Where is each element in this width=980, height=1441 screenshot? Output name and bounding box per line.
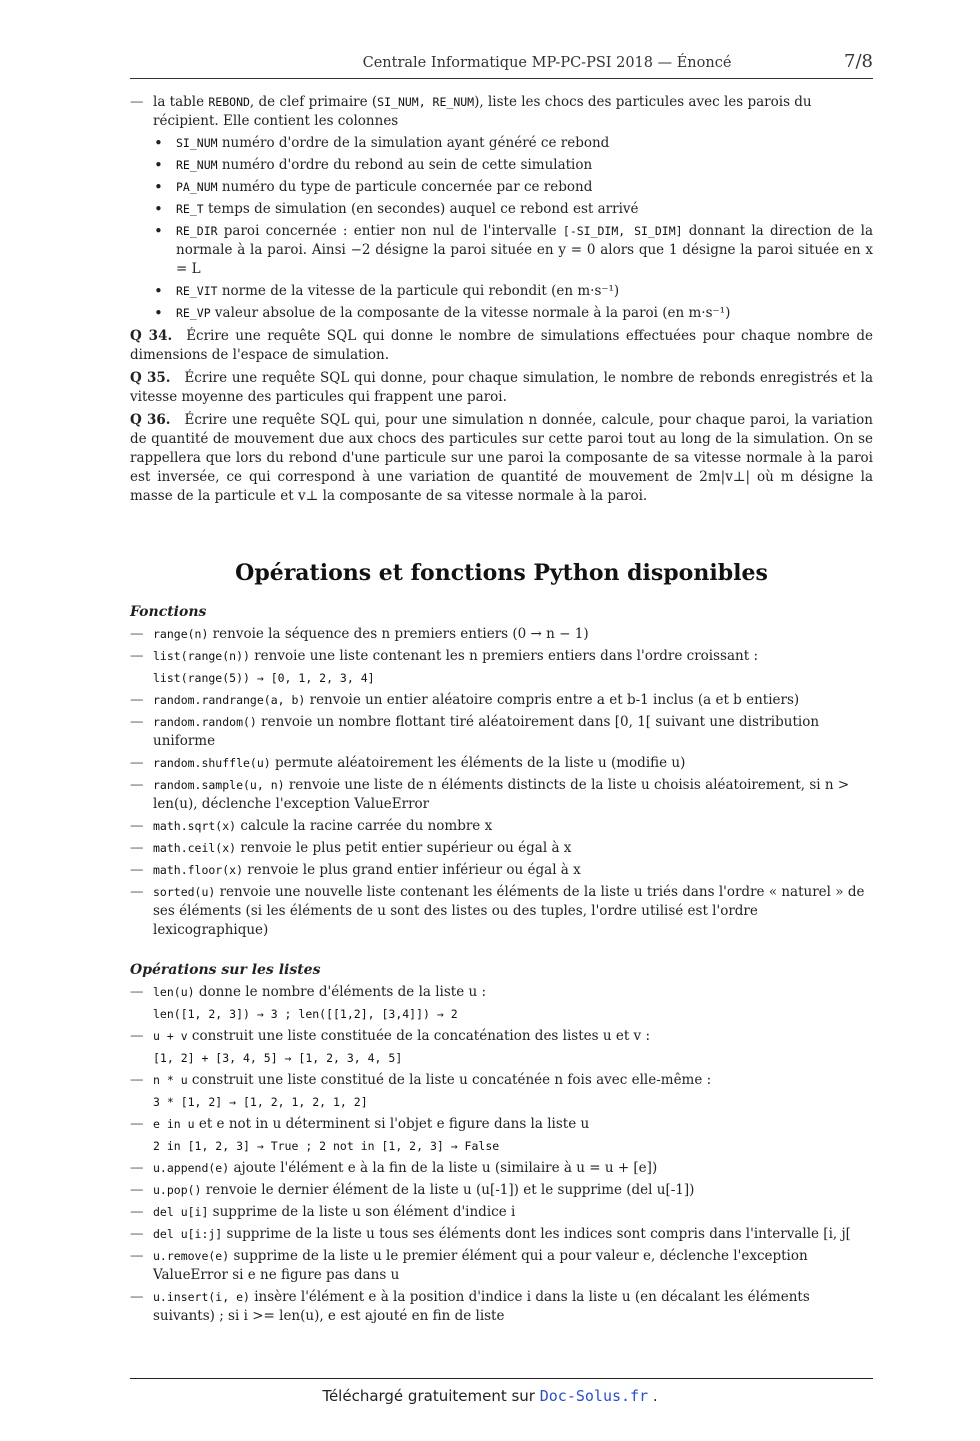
list-item: — math.sqrt(x) calcule la racine carrée du nombre x (130, 817, 873, 836)
footer-rule (130, 1378, 873, 1379)
rebond-columns-list (130, 134, 873, 323)
example-line: 2 in [1, 2, 3] → True ; 2 not in [1, 2, 3] → False (153, 1139, 500, 1153)
list-item: — u.pop() renvoie le dernier élément de la liste u (u[-1]) et le supprime (del u[-1]) (130, 1181, 873, 1200)
listes-heading: Opérations sur les listes (130, 962, 321, 978)
list-item: — random.random() renvoie un nombre flottant tiré aléatoirement dans [0, 1[ suivant une distribution uniforme (130, 713, 873, 751)
list-item: — n * u construit une liste constitué de la liste u concaténée n fois avec elle-même : (130, 1071, 873, 1090)
example-line: 3 * [1, 2] → [1, 2, 1, 2, 1, 2] (153, 1095, 368, 1109)
example-line: [1, 2] + [3, 4, 5] → [1, 2, 3, 4, 5] (153, 1051, 403, 1065)
question-36: Q 36. Écrire une requête SQL qui, pour une simulation n donnée, calcule, pour chaque paroi, la variation de quantité de mouvement due aux chocs des particules sur cette paroi tout au long de la simulation. On se rappellera que lors du rebond d'une particule sur une paroi la composante de sa vitesse normale à la paroi est inversée, ce qui correspond à une variation de quantité de mouvement de 2m|v⊥| où m désigne la masse de la particule et v⊥ la composante de sa vitesse normale à la paroi. (130, 412, 873, 504)
example-line: list(range(5)) → [0, 1, 2, 3, 4] (153, 671, 375, 685)
list-item: • RE_VP valeur absolue de la composante de la vitesse normale à la paroi (en m·s⁻¹) (152, 304, 873, 323)
question-35: Q 35. Écrire une requête SQL qui donne, pour chaque simulation, le nombre de rebonds enregistrés et la vitesse moyenne des particules qui frappent une paroi. (130, 370, 873, 405)
page-header (130, 52, 873, 79)
header-title: Centrale Informatique MP-PC-PSI 2018 — Énoncé (362, 55, 732, 71)
listes-list (130, 983, 873, 1326)
list-item: — u.insert(i, e) insère l'élément e à la position d'indice i dans la liste u (en décalant les éléments suivants) ; si i >= len(u), e est ajouté en fin de liste (130, 1288, 873, 1326)
fonctions-heading: Fonctions (130, 604, 207, 620)
list-item: — e in u et e not in u déterminent si l'objet e figure dans la liste u (130, 1115, 873, 1134)
list-item: • RE_NUM numéro d'ordre du rebond au sein de cette simulation (152, 156, 873, 175)
list-item: • PA_NUM numéro du type de particule concernée par ce rebond (152, 178, 873, 197)
list-item: • RE_VIT norme de la vitesse de la particule qui rebondit (en m·s⁻¹) (152, 282, 873, 301)
document-page (130, 52, 873, 1329)
list-item: — u.append(e) ajoute l'élément e à la fin de la liste u (similaire à u = u + [e]) (130, 1159, 873, 1178)
question-34: Q 34. Écrire une requête SQL qui donne le nombre de simulations effectuées pour chaque nombre de dimensions de l'espace de simulation. (130, 328, 874, 363)
list-item: — list(range(n)) renvoie une liste contenant les n premiers entiers dans l'ordre croissant : (130, 647, 873, 666)
list-item: — range(n) renvoie la séquence des n premiers entiers (0 → n − 1) (130, 625, 873, 644)
fonctions-list (130, 625, 873, 940)
list-item: — len(u) donne le nombre d'éléments de la liste u : (130, 983, 873, 1002)
list-item: — u + v construit une liste constituée de la concaténation des listes u et v : (130, 1027, 873, 1046)
page-footer: Téléchargé gratuitement sur Doc-Solus.fr . (322, 1387, 658, 1405)
list-item: — u.remove(e) supprime de la liste u le premier élément qui a pour valeur e, déclenche l'exception ValueError si e ne figure pas dans u (130, 1247, 873, 1285)
list-item: — del u[i:j] supprime de la liste u tous ses éléments dont les indices sont compris dans l'intervalle [i, j[ (130, 1225, 873, 1244)
page-number: 7/8 (844, 51, 873, 72)
list-item: — random.randrange(a, b) renvoie un entier aléatoire compris entre a et b-1 inclus (a et b entiers) (130, 691, 873, 710)
rebond-table-intro: — la table REBOND, de clef primaire (SI_NUM, RE_NUM), liste les chocs des particules avec les parois du récipient. Elle contient les colonnes (130, 93, 873, 131)
list-item: — sorted(u) renvoie une nouvelle liste contenant les éléments de la liste u triés dans l'ordre « naturel » de ses éléments (si les éléments de u sont des listes ou des tuples, l'ordre utilisé est l'ordre lexicographique) (130, 883, 873, 940)
list-item: • SI_NUM numéro d'ordre de la simulation ayant généré ce rebond (152, 134, 873, 153)
example-line: len([1, 2, 3]) → 3 ; len([[1,2], [3,4]]) → 2 (153, 1007, 458, 1021)
list-item: — math.floor(x) renvoie le plus grand entier inférieur ou égal à x (130, 861, 873, 880)
list-item: — del u[i] supprime de la liste u son élément d'indice i (130, 1203, 873, 1222)
list-item: — random.sample(u, n) renvoie une liste de n éléments distincts de la liste u choisis aléatoirement, si n > len(u), déclenche l'exception ValueError (130, 776, 873, 814)
list-item: — math.ceil(x) renvoie le plus petit entier supérieur ou égal à x (130, 839, 873, 858)
footer-link[interactable]: Doc-Solus.fr (539, 1387, 649, 1405)
section-title: Opérations et fonctions Python disponibles (235, 560, 768, 586)
footer-text: Téléchargé gratuitement sur (322, 1387, 540, 1405)
list-item: • RE_DIR paroi concernée : entier non nul de l'intervalle [-SI_DIM, SI_DIM] donnant la direction de la normale à la paroi. Ainsi −2 désigne la paroi située en y = 0 alors que 1 désigne la paroi située en x = L (152, 222, 873, 279)
list-item: — random.shuffle(u) permute aléatoirement les éléments de la liste u (modifie u) (130, 754, 873, 773)
list-item: • RE_T temps de simulation (en secondes) auquel ce rebond est arrivé (152, 200, 873, 219)
